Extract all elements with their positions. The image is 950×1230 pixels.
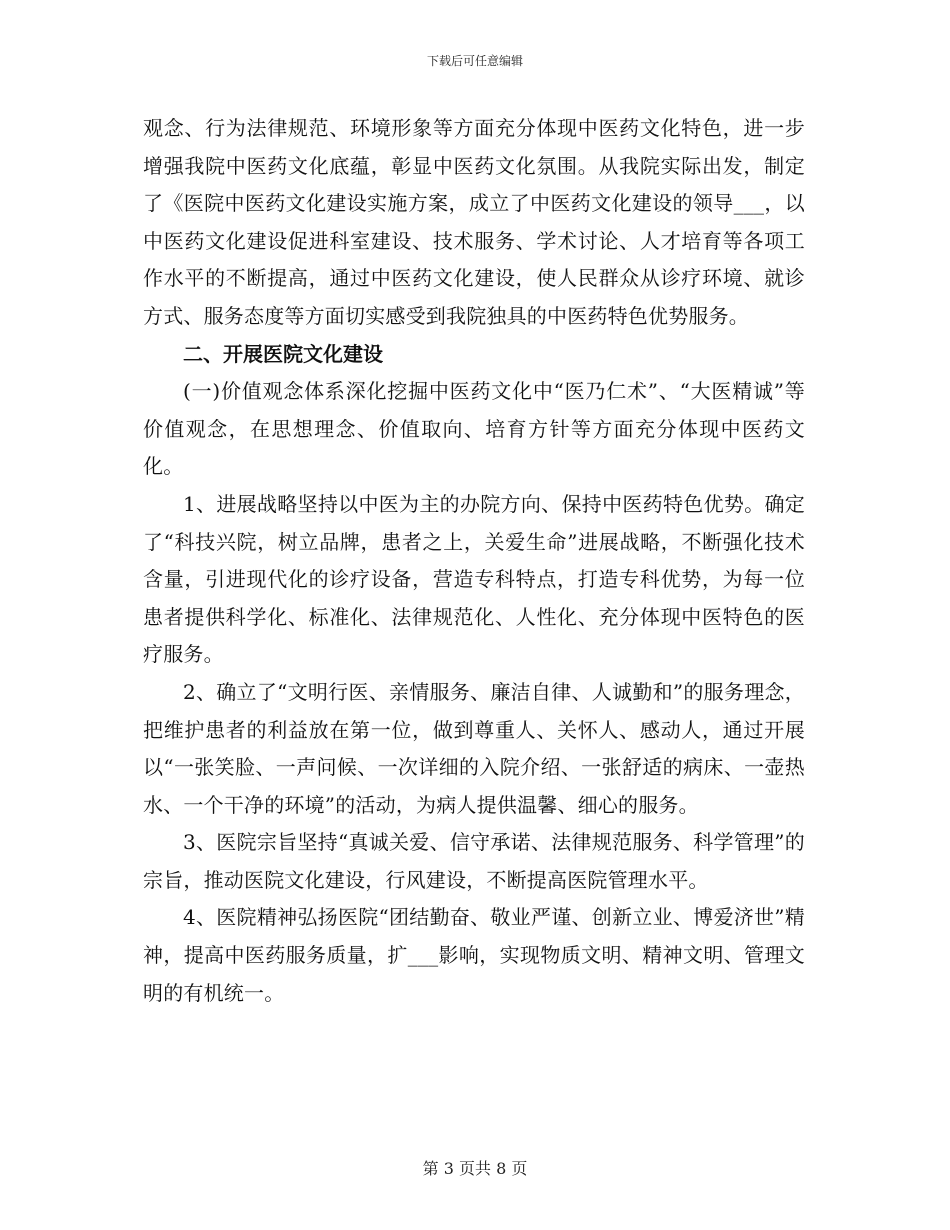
paragraph-continuation: 观念、行为法律规范、环境形象等方面充分体现中医药文化特色，进一步增强我院中医药文化底蕴，彰显中医药文化氛围。从我院实际出发，制定了《医院中医药文化建设实施方案，成立了中医药文化建设的领导___，以中医药文化建设促进科室建设、技术服务、学术讨论、人才培育等各项工作水平的不断提高，通过中医药文化建设，使人民群众从诊疗环境、就诊方式、服务态度等方面切实感受到我院独具的中医药特色优势服务。: [143, 116, 805, 328]
paragraph-development-strategy: 1、进展战略坚持以中医为主的办院方向、保持中医药特色优势。确定了“科技兴院，树立品牌，患者之上，关爱生命”进展战略，不断强化技术含量，引进现代化的诊疗设备，营造专科特点，打造专科优势，为每一位患者提供科学化、标准化、法律规范化、人性化、充分体现中医特色的医疗服务。: [143, 491, 805, 667]
paragraph-service-concept: 2、确立了“文明行医、亲情服务、廉洁自律、人诚勤和”的服务理念，把维护患者的利益放在第一位，做到尊重人、关怀人、感动人，通过开展以“一张笑脸、一声问候、一次详细的入院介绍、一张舒适的病床、一壶热水、一个干净的环境”的活动，为病人提供温馨、细心的服务。: [143, 679, 805, 817]
page-number: 第 3 页共 8 页: [422, 1159, 528, 1178]
paragraph-hospital-spirit: 4、医院精神弘扬医院“团结勤奋、敬业严谨、创新立业、博爱济世”精神，提高中医药服务质量，扩___影响，实现物质文明、精神文明、管理文明的有机统一。: [143, 905, 805, 1005]
paragraph-hospital-tenet: 3、医院宗旨坚持“真诚关爱、信守承诺、法律规范服务、科学管理”的宗旨，推动医院文化建设，行风建设，不断提高医院管理水平。: [143, 830, 805, 892]
paragraph-values-system: (一)价值观念体系深化挖掘中医药文化中“医乃仁术”、“大医精诚”等价值观念，在思想理念、价值取向、培育方针等方面充分体现中医药文化。: [143, 379, 805, 479]
document-body: [143, 110, 805, 1012]
section-heading: 二、开展医院文化建设: [183, 341, 383, 366]
page-header: 下载后可任意编辑: [426, 54, 523, 68]
